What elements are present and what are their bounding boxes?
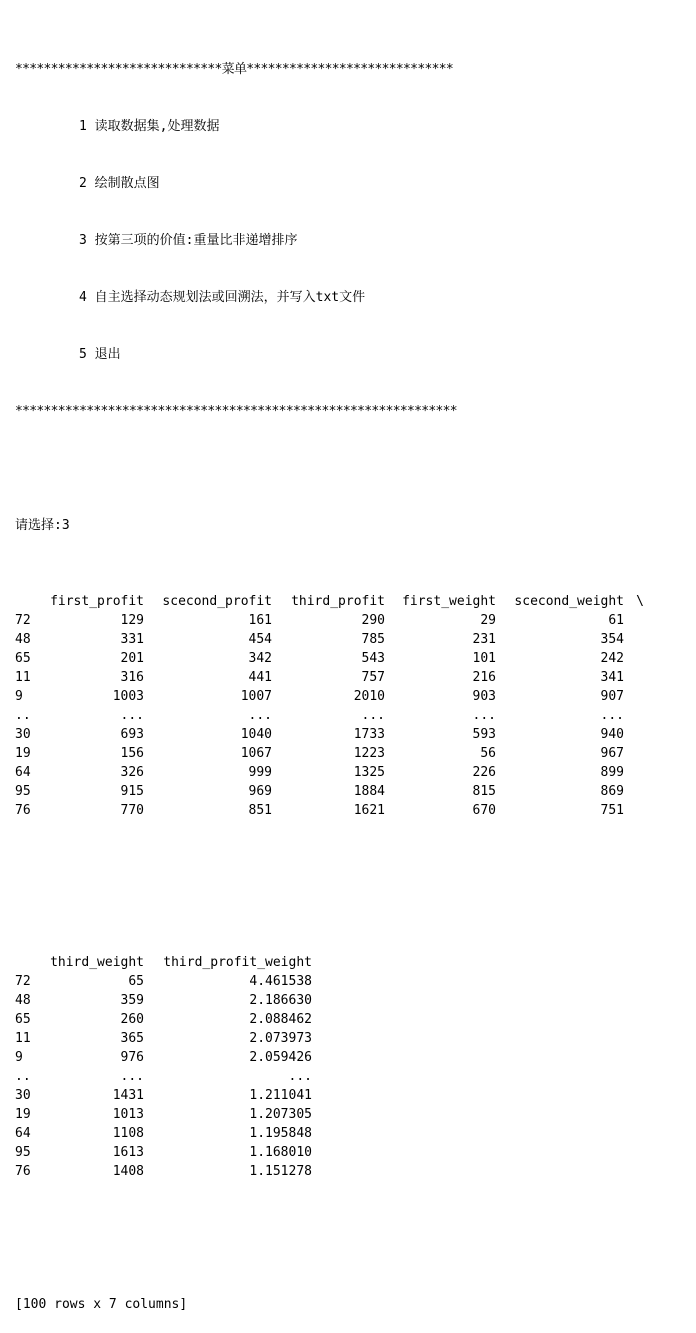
table-cell: 770: [120, 803, 144, 818]
table-cell: 454: [248, 632, 272, 647]
table-row: [15, 611, 644, 630]
table-cell: 1.151278: [249, 1164, 312, 1179]
table-cell: ...: [600, 708, 624, 723]
dataframe-part-1: [15, 592, 644, 820]
table-cell: 1.211041: [249, 1088, 312, 1103]
row-index: 30: [15, 727, 31, 742]
blank-line: [15, 1238, 690, 1257]
blank-line: [15, 459, 690, 478]
table-cell: ...: [361, 708, 385, 723]
table-row: [15, 668, 644, 687]
column-header-third-profit-weight: third_profit_weight: [163, 955, 312, 970]
menu-header: *****************************菜单*****************************: [15, 62, 453, 77]
menu-footer: **************************************************************: [15, 404, 457, 419]
table-cell: 61: [608, 613, 624, 628]
table-cell: 543: [361, 651, 385, 666]
table-cell: 1613: [112, 1145, 144, 1160]
table-cell: 156: [120, 746, 144, 761]
table-cell: 231: [472, 632, 496, 647]
table-cell: 2.059426: [249, 1050, 312, 1065]
table-header-row: [15, 953, 312, 972]
blank-line: [15, 877, 690, 896]
table-cell: ...: [472, 708, 496, 723]
table-cell: 751: [600, 803, 624, 818]
menu-item-4: 4 自主选择动态规划法或回溯法，并写入txt文件: [79, 290, 366, 305]
row-index: 9: [15, 1050, 23, 1065]
table-cell: 907: [600, 689, 624, 704]
table-cell: 2.073973: [249, 1031, 312, 1046]
table-cell: 1621: [353, 803, 385, 818]
row-index: 9: [15, 689, 23, 704]
table-cell: 56: [480, 746, 496, 761]
prompt-value: 3: [61, 518, 70, 533]
table-cell: 1108: [112, 1126, 144, 1141]
dataframe-part-2: [15, 953, 312, 1181]
column-header-third-profit: third_profit: [291, 594, 385, 609]
column-header-scecond-profit: scecond_profit: [162, 594, 272, 609]
row-index: 19: [15, 1107, 31, 1122]
table-cell: 940: [600, 727, 624, 742]
table-cell: 359: [120, 993, 144, 1008]
column-header-scecond-weight: scecond_weight: [514, 594, 624, 609]
line-continuation-marker: \: [636, 594, 644, 609]
row-index: ..: [15, 1069, 31, 1084]
table-row: [15, 1124, 312, 1143]
prompt-label: 请选择:: [15, 518, 62, 533]
row-index: 65: [15, 1012, 31, 1027]
console-output: [15, 22, 690, 1333]
column-header-third-weight: third_weight: [50, 955, 144, 970]
table-cell: 1431: [112, 1088, 144, 1103]
table-row: [15, 1143, 312, 1162]
table-cell: 670: [472, 803, 496, 818]
row-index: 95: [15, 1145, 31, 1160]
table-cell: 29: [480, 613, 496, 628]
table-cell: 1884: [353, 784, 385, 799]
menu-item-5: 5 退出: [79, 347, 121, 362]
table-cell: 1040: [240, 727, 272, 742]
row-index: 64: [15, 765, 31, 780]
table-header-row: [15, 592, 644, 611]
row-index: 72: [15, 974, 31, 989]
table-row: [15, 1105, 312, 1124]
table-cell: 201: [120, 651, 144, 666]
table-row: [15, 1067, 312, 1086]
table-cell: 2.186630: [249, 993, 312, 1008]
table-row: [15, 1162, 312, 1181]
table-row: [15, 782, 644, 801]
table-cell: 216: [472, 670, 496, 685]
table-row: [15, 1010, 312, 1029]
menu-item-1: 1 读取数据集,处理数据: [79, 119, 220, 134]
row-index: 76: [15, 1164, 31, 1179]
table-cell: 226: [472, 765, 496, 780]
table-cell: 2.088462: [249, 1012, 312, 1027]
table-cell: 915: [120, 784, 144, 799]
table-cell: 1.207305: [249, 1107, 312, 1122]
row-index: ..: [15, 708, 31, 723]
table-cell: 903: [472, 689, 496, 704]
table-row: [15, 630, 644, 649]
table-row: [15, 801, 644, 820]
table-cell: 129: [120, 613, 144, 628]
dataframe-summary: [100 rows x 7 columns]: [15, 1297, 188, 1312]
row-index: 48: [15, 632, 31, 647]
table-cell: ...: [288, 1069, 312, 1084]
row-index: 19: [15, 746, 31, 761]
table-cell: 2010: [353, 689, 385, 704]
row-index: 30: [15, 1088, 31, 1103]
menu-item-3: 3 按第三项的价值:重量比非递增排序: [79, 233, 298, 248]
table-cell: 785: [361, 632, 385, 647]
table-cell: 365: [120, 1031, 144, 1046]
table-cell: 354: [600, 632, 624, 647]
table-cell: 65: [128, 974, 144, 989]
table-row: [15, 1029, 312, 1048]
table-cell: 757: [361, 670, 385, 685]
table-row: [15, 687, 644, 706]
table-row: [15, 706, 644, 725]
row-index: 65: [15, 651, 31, 666]
table-cell: 967: [600, 746, 624, 761]
table-cell: 1.195848: [249, 1126, 312, 1141]
table-cell: 1.168010: [249, 1145, 312, 1160]
column-header-first-weight: first_weight: [402, 594, 496, 609]
table-cell: 4.461538: [249, 974, 312, 989]
table-cell: 316: [120, 670, 144, 685]
table-row: [15, 1086, 312, 1105]
table-cell: 999: [248, 765, 272, 780]
table-cell: 161: [248, 613, 272, 628]
table-cell: 290: [361, 613, 385, 628]
table-cell: 969: [248, 784, 272, 799]
table-row: [15, 991, 312, 1010]
table-cell: 1223: [353, 746, 385, 761]
row-index: 11: [15, 670, 31, 685]
table-cell: ...: [248, 708, 272, 723]
input-prompt[interactable]: [15, 516, 690, 535]
table-cell: 976: [120, 1050, 144, 1065]
table-cell: ...: [120, 708, 144, 723]
table-cell: 441: [248, 670, 272, 685]
table-cell: 593: [472, 727, 496, 742]
table-cell: 851: [248, 803, 272, 818]
row-index: 76: [15, 803, 31, 818]
table-row: [15, 744, 644, 763]
table-cell: 1733: [353, 727, 385, 742]
table-cell: 1067: [240, 746, 272, 761]
table-cell: 341: [600, 670, 624, 685]
table-row: [15, 763, 644, 782]
row-index: 48: [15, 993, 31, 1008]
table-cell: 342: [248, 651, 272, 666]
table-cell: 101: [472, 651, 496, 666]
table-cell: 326: [120, 765, 144, 780]
column-header-first-profit: first_profit: [50, 594, 144, 609]
table-cell: ...: [120, 1069, 144, 1084]
table-cell: 1325: [353, 765, 385, 780]
table-row: [15, 725, 644, 744]
index-header: [15, 953, 45, 972]
table-cell: 693: [120, 727, 144, 742]
table-cell: 260: [120, 1012, 144, 1027]
table-cell: 899: [600, 765, 624, 780]
table-row: [15, 972, 312, 991]
row-index: 95: [15, 784, 31, 799]
table-row: [15, 1048, 312, 1067]
table-cell: 815: [472, 784, 496, 799]
table-cell: 331: [120, 632, 144, 647]
table-cell: 1013: [112, 1107, 144, 1122]
index-header: [15, 592, 45, 611]
table-cell: 1003: [112, 689, 144, 704]
menu-item-2: 2 绘制散点图: [79, 176, 160, 191]
row-index: 64: [15, 1126, 31, 1141]
row-index: 11: [15, 1031, 31, 1046]
table-cell: 869: [600, 784, 624, 799]
table-row: [15, 649, 644, 668]
table-cell: 1408: [112, 1164, 144, 1179]
table-cell: 242: [600, 651, 624, 666]
row-index: 72: [15, 613, 31, 628]
table-cell: 1007: [240, 689, 272, 704]
